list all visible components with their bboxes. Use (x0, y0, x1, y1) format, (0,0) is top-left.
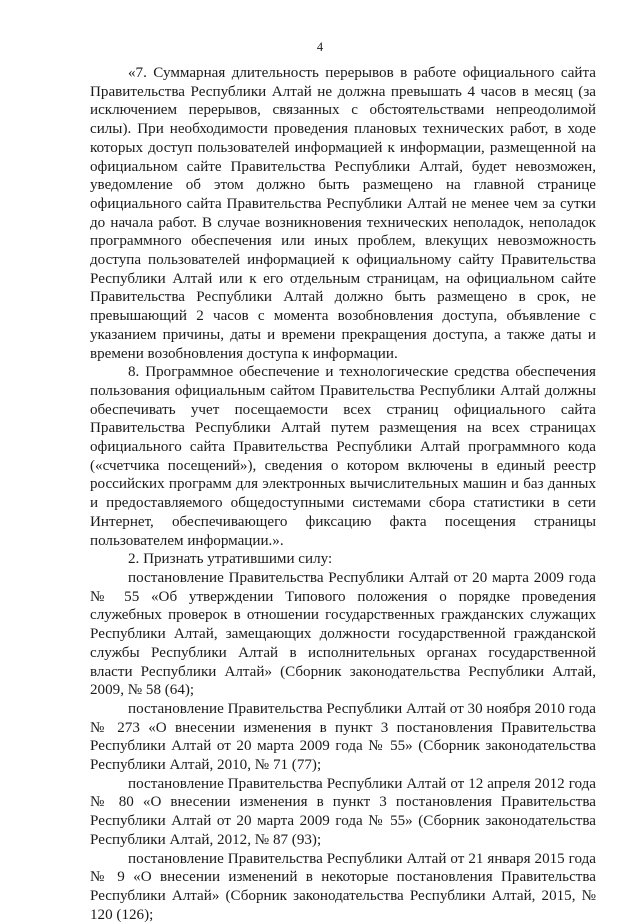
paragraph-repealed-act-2: постановление Правительства Республики Алтай от 30 ноября 2010 года № 273 «О внесении изменения в пункт 3 постановления Правительства Республики Алтай от 20 марта 2009 года № 55» (Сборник законодательства Республики Алтай, 2010, № 71 (77); (90, 700, 596, 774)
paragraph-item-8: 8. Программное обеспечение и технологические средства обеспечения пользования официальным сайтом Правительства Республики Алтай должны обеспечивать учет посещаемости всех страниц официального сайта Правительства Республики Алтай путем размещения на всех страницах официального сайта Правительства Республики Алтай программного кода («счетчика посещений»), сведения о котором включены в единый реестр российских программ для электронных вычислительных машин и баз данных и предоставляемого общедоступными системами сбора статистики в сети Интернет, обеспечивающего фиксацию факта посещения страницы пользователем информации.». (90, 364, 596, 549)
paragraph-repealed-act-1: постановление Правительства Республики Алтай от 20 марта 2009 года № 55 «Об утверждении Типового положения о порядке проведения служебных проверок в отношении государственных гражданских служащих Республики Алтай, замещающих должности государственной гражданской службы Республики Алтай в исполнительных органах государственной власти Республики Алтай» (Сборник законодательства Республики Алтай, 2009, № 58 (64); (90, 569, 596, 699)
page-number: 4 (316, 40, 324, 54)
document-body (90, 64, 596, 924)
paragraph-section-2-heading: 2. Признать утратившими силу: (128, 551, 333, 568)
paragraph-repealed-act-4: постановление Правительства Республики Алтай от 21 января 2015 года № 9 «О внесении изменений в некоторые постановления Правительства Республики Алтай» (Сборник законодательства Республики Алтай, 2015, № 120 (126); (90, 850, 596, 923)
paragraph-item-7: «7. Суммарная длительность перерывов в работе официального сайта Правительства Республики Алтай не должна превышать 4 часов в месяц (за исключением перерывов, связанных с обстоятельствами непреодолимой силы). При необходимости проведения плановых технических работ, в ходе которых доступ пользователей информацией к информации, размещенной на официальном сайте Правительства Республики Алтай, будет невозможен, уведомление об этом должно быть размещено на главной странице официального сайта Правительства Республики Алтай не менее чем за сутки до начала работ. В случае возникновения технических неполадок, неполадок программного обеспечения или иных проблем, влекущих невозможность доступа пользователей информацией к официальному сайту Правительства Республики Алтай или к его отдельным страницам, на официальном сайте Правительства Республики Алтай должно быть размещено в срок, не превышающий 2 часов с момента возобновления доступа, объявление с указанием причины, даты и времени прекращения доступа, а также даты и времени возобновления доступа к информации. (90, 65, 596, 362)
paragraph-repealed-act-3: постановление Правительства Республики Алтай от 12 апреля 2012 года № 80 «О внесении изменения в пункт 3 постановления Правительства Республики Алтай от 20 марта 2009 года № 55» (Сборник законодательства Республики Алтай, 2012, № 87 (93); (90, 775, 596, 848)
